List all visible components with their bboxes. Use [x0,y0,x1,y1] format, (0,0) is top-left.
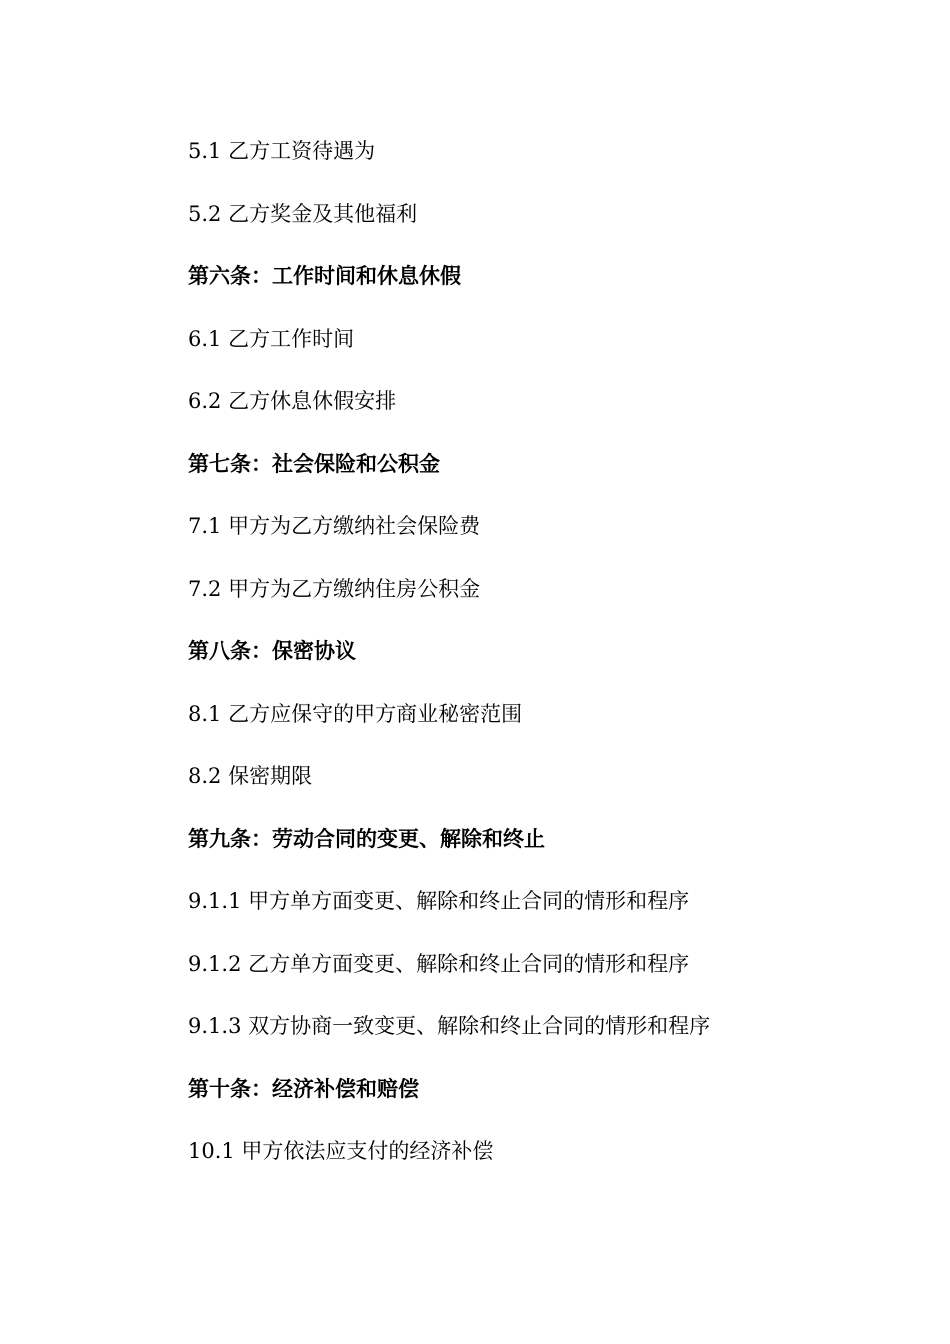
clause-6-1: 6.1 乙方工作时间 [188,326,355,351]
clause-9-1-1: 9.1.1 甲方单方面变更、解除和终止合同的情形和程序 [188,889,690,913]
clause-5-1: 5.1 乙方工资待遇为 [188,139,376,163]
clause-10-1: 10.1 甲方依法应支付的经济补偿 [188,1139,494,1163]
clause-8-2: 8.2 保密期限 [188,764,313,788]
article-6-heading: 第六条：工作时间和休息休假 [188,264,461,288]
article-9-heading: 第九条：劳动合同的变更、解除和终止 [188,826,545,851]
clause-9-1-3: 9.1.3 双方协商一致变更、解除和终止合同的情形和程序 [188,1014,711,1038]
clause-7-2: 7.2 甲方为乙方缴纳住房公积金 [188,576,481,601]
clause-9-1-2: 9.1.2 乙方单方面变更、解除和终止合同的情形和程序 [188,951,690,976]
article-10-heading: 第十条：经济补偿和赔偿 [188,1076,419,1101]
clause-6-2: 6.2 乙方休息休假安排 [188,389,397,413]
clause-5-2: 5.2 乙方奖金及其他福利 [188,201,418,226]
clause-8-1: 8.1 乙方应保守的甲方商业秘密范围 [188,701,523,726]
article-7-heading: 第七条：社会保险和公积金 [188,451,440,476]
article-8-heading: 第八条：保密协议 [188,639,356,663]
clause-7-1: 7.1 甲方为乙方缴纳社会保险费 [188,514,481,538]
document-body [188,134,888,1197]
